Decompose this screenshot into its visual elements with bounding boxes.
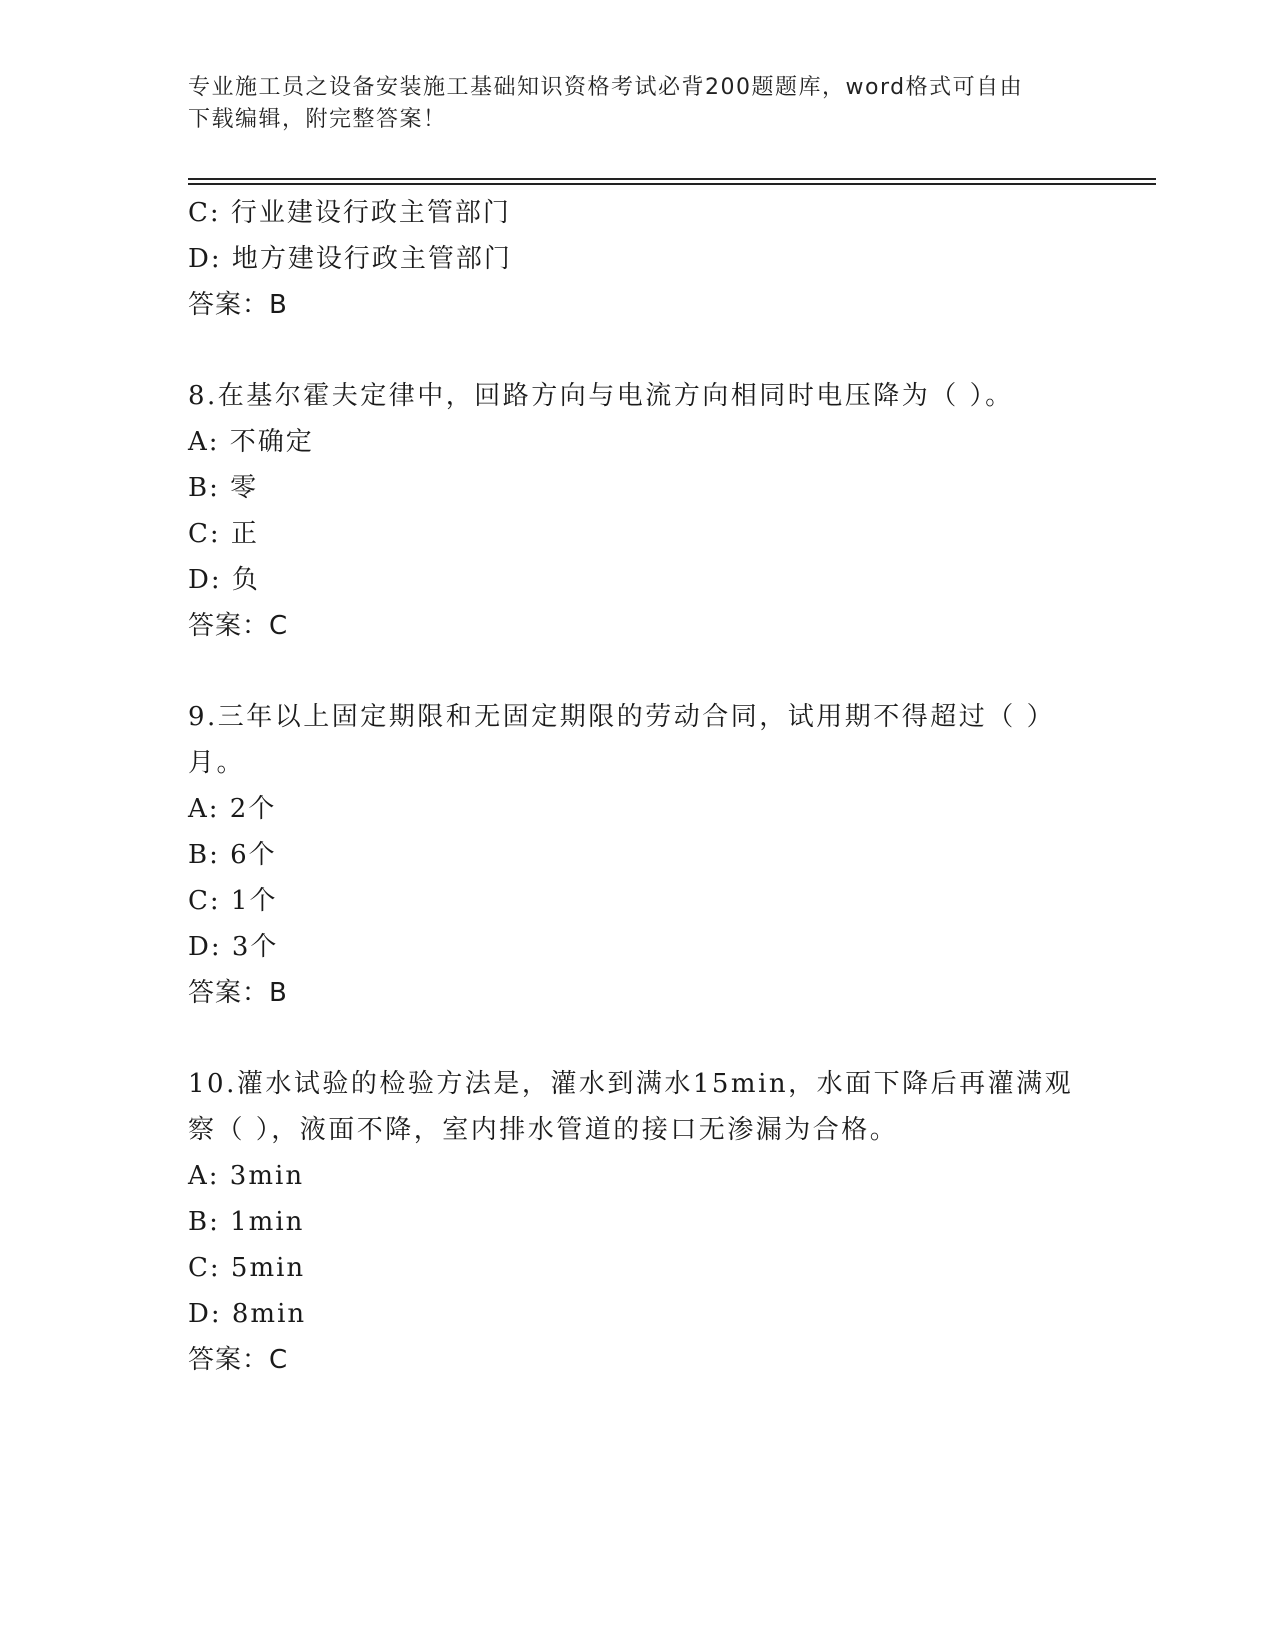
option-b: B: 1min <box>188 1207 305 1237</box>
option-b: B: 6个 <box>188 840 277 870</box>
option-c: C: 行业建设行政主管部门 <box>188 198 511 228</box>
answer: 答案：C <box>188 1345 289 1375</box>
question-stem: 9.三年以上固定期限和无固定期限的劳动合同，试用期不得超过（ ） <box>188 702 1056 732</box>
option-d: D: 地方建设行政主管部门 <box>188 244 512 274</box>
header-divider-top <box>188 178 1156 180</box>
answer: 答案：B <box>188 290 288 320</box>
header-line-2: 下载编辑，附完整答案！ <box>188 107 447 132</box>
answer: 答案：B <box>188 978 288 1008</box>
option-a: A: 3min <box>188 1161 305 1191</box>
question-9 <box>188 694 1068 1016</box>
option-a: A: 不确定 <box>188 427 314 457</box>
option-d: D: 8min <box>188 1299 307 1329</box>
option-d: D: 3个 <box>188 932 279 962</box>
header-line-1: 专业施工员之设备安装施工基础知识资格考试必背200题题库，word格式可自由 <box>188 75 1024 100</box>
question-stem-cont: 察（ ），液面不降，室内排水管道的接口无渗漏为合格。 <box>188 1115 899 1145</box>
option-c: C: 正 <box>188 519 259 549</box>
option-a: A: 2个 <box>188 794 277 824</box>
question-10 <box>188 1061 1074 1383</box>
question-stem: 8.在基尔霍夫定律中，回路方向与电流方向相同时电压降为（ ）。 <box>188 381 1014 411</box>
question-list <box>188 190 1074 1383</box>
option-b: B: 零 <box>188 473 259 503</box>
question-8 <box>188 373 1068 649</box>
document-header <box>188 72 1068 136</box>
answer: 答案：C <box>188 611 289 641</box>
option-d: D: 负 <box>188 565 260 595</box>
question-stem: 10.灌水试验的检验方法是，灌水到满水15min，水面下降后再灌满观 <box>188 1069 1074 1099</box>
question-stem-cont: 月。 <box>188 748 246 778</box>
option-c: C: 5min <box>188 1253 306 1283</box>
option-c: C: 1个 <box>188 886 278 916</box>
header-divider-bottom <box>188 183 1156 185</box>
